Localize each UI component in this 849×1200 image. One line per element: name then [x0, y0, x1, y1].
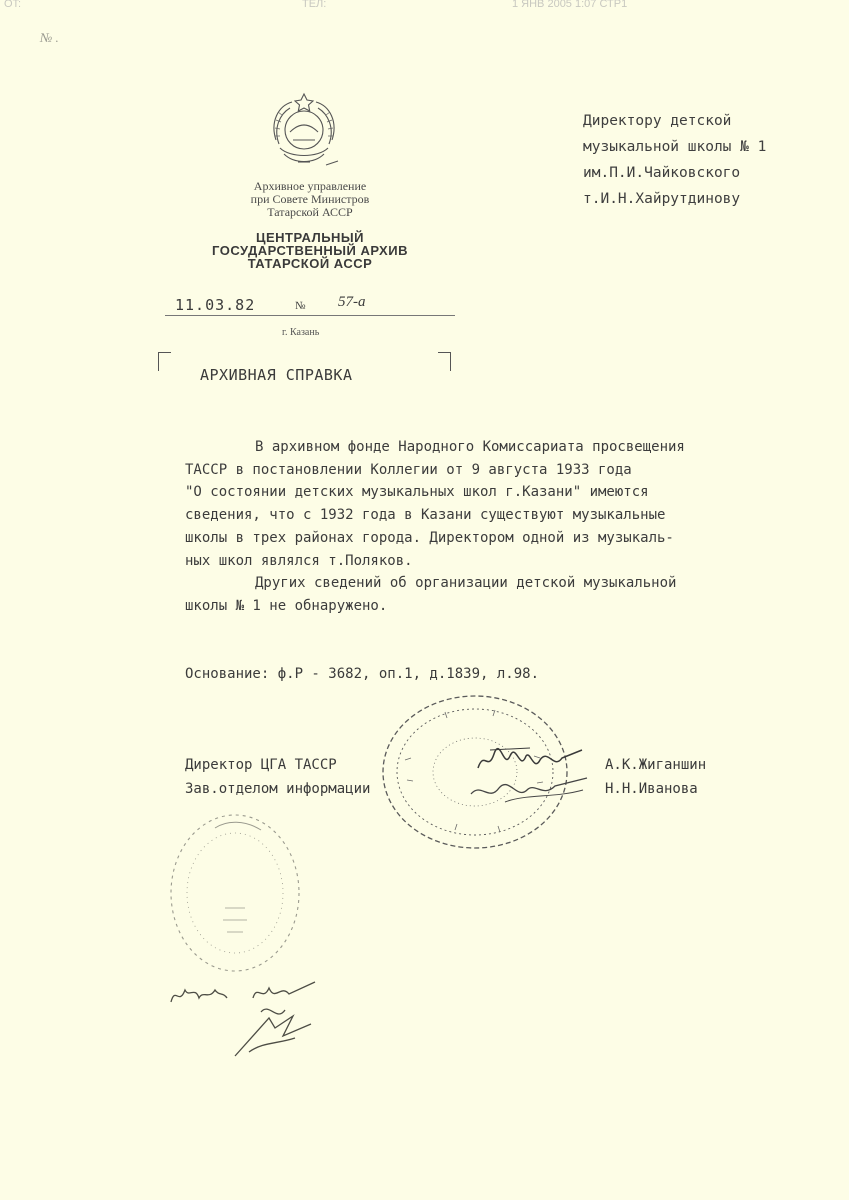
fax-timestamp: 1 ЯНВ 2005 1:07 СТР1 — [512, 0, 628, 10]
addressee-line-3: им.П.И.Чайковского — [583, 165, 741, 181]
registration-line — [165, 296, 455, 318]
body-line-3: "О состоянии детских музыкальных школ г.Казани" имеются — [185, 484, 649, 501]
basis-reference: Основание: ф.Р - 3682, оп.1, д.1839, л.98. — [185, 666, 540, 682]
faint-seal-stamp — [165, 808, 305, 978]
corner-mark: № . — [40, 30, 59, 45]
body-line-7: Других сведений об организации детской музыкальной — [255, 575, 677, 592]
document-title: АРХИВНАЯ СПРАВКА — [200, 366, 353, 384]
department-head-name: Н.Н.Иванова — [605, 781, 698, 797]
city: г. Казань — [282, 327, 320, 338]
authority-line-2: при Совете Министров — [250, 192, 370, 206]
addressee-block — [583, 108, 766, 212]
body-line-8: школы № 1 не обнаружено. — [185, 597, 388, 614]
document-number: 57-а — [338, 294, 366, 310]
registration-underline — [165, 315, 455, 316]
body-line-6: ных школ являлся т.Поляков. — [185, 552, 413, 569]
addressee-line-1: Директору детской — [583, 113, 732, 129]
certificate-body — [185, 436, 815, 618]
addressee-line-4: т.И.Н.Хайрутдинову — [583, 191, 741, 207]
authority-line-1: Архивное управление — [253, 179, 367, 193]
number-label: № — [295, 300, 306, 312]
body-line-2: ТАССР в постановлении Коллегии от 9 августа 1933 года — [185, 461, 632, 478]
fax-tel-label: TEЛ: — [302, 0, 327, 10]
document-date: 11.03.82 — [175, 296, 256, 314]
body-line-4: сведения, что с 1932 года в Казани существуют музыкальные — [185, 507, 666, 524]
director-name: А.К.Жиганшин — [605, 757, 707, 773]
body-line-1: В архивном фонде Народного Комиссариата просвещения — [255, 439, 685, 455]
body-line-5: школы в трех районах города. Директором одной из музыкаль- — [185, 529, 674, 546]
archive-name-line-2: ГОСУДАРСТВЕННЫЙ АРХИВ — [212, 243, 408, 258]
handwritten-annotation — [165, 972, 335, 1062]
archive-name-line-1: ЦЕНТРАЛЬНЫЙ — [256, 230, 364, 245]
archive-name-line-3: ТАТАРСКОЙ АССР — [247, 256, 373, 271]
fax-from-label: OT: — [4, 0, 22, 10]
department-head-handwritten-signature — [465, 772, 595, 808]
letterhead — [185, 180, 435, 270]
title-corner-left — [158, 352, 171, 371]
coat-of-arms-emblem — [262, 88, 346, 174]
authority-line-3: Татарской АССР — [267, 205, 353, 219]
director-title: Директор ЦГА ТАССР — [185, 757, 337, 773]
title-corner-right — [438, 352, 451, 371]
addressee-line-2: музыкальной школы № 1 — [583, 139, 767, 155]
department-head-title: Зав.отделом информации — [185, 781, 371, 797]
